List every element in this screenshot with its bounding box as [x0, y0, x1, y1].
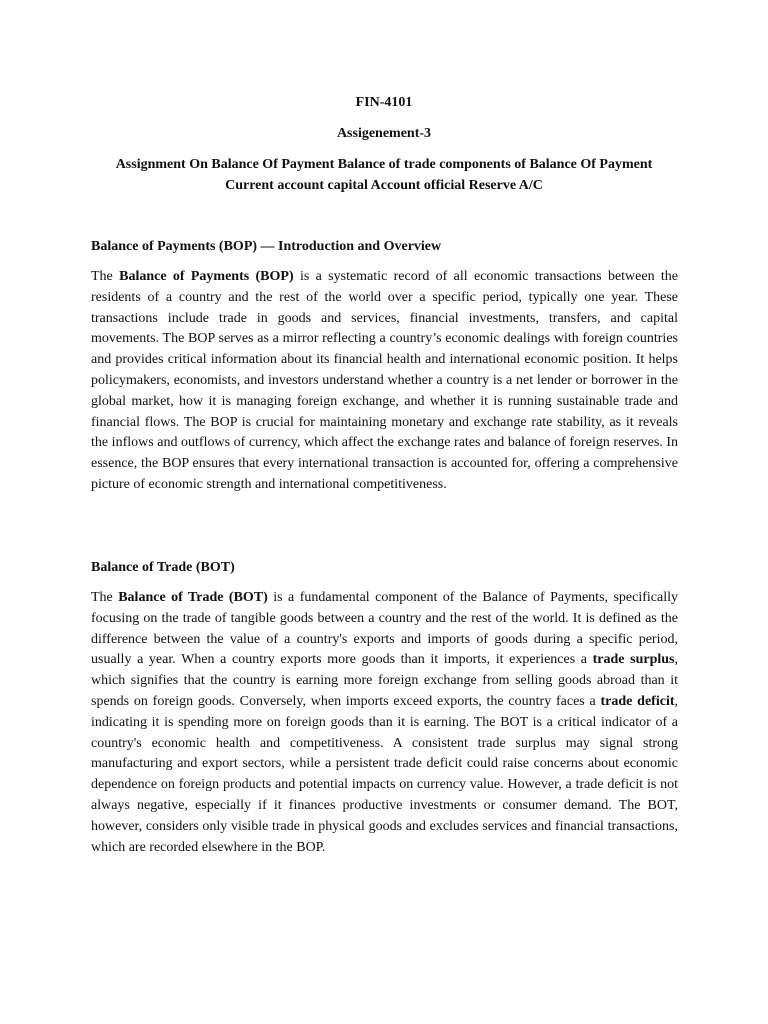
trade-surplus-term: trade surplus [592, 652, 675, 668]
bot-paragraph [91, 588, 678, 858]
bot-paragraph-part-1: is a fundamental component of the Balance of Payments, specifically focusing on the trade of tangible goods between a country and the rest of the world. It is defined as the difference between the value of a country's exports and imports of goods during a specific period, usually a year. When a country exports more goods than it imports, it experiences a [91, 590, 678, 668]
trade-deficit-term: trade deficit [600, 693, 675, 709]
course-code: FIN-4101 [355, 95, 413, 110]
bot-heading: Balance of Trade (BOT) [91, 560, 235, 575]
bop-paragraph [91, 267, 678, 496]
bop-heading: Balance of Payments (BOP) — Introduction and Overview [91, 239, 442, 254]
assignment-title-line-2: Current account capital Account official Reserve A/C [225, 178, 543, 193]
bop-paragraph-lead: The [91, 269, 120, 284]
bop-term: Balance of Payments (BOP) [119, 269, 294, 284]
bop-paragraph-body: is a systematic record of all economic transactions between the residents of a country and the rest of the world over a specific period, typically one year. These transactions include trade in goods and services, financial investments, transfers, and capital movements. The BOP serves as a mirror reflecting a country’s economic dealings with foreign countries and provides critical information about its financial health and international economic position. It helps policymakers, economists, and investors understand whether a country is a net lender or borrower in the global market, how it is managing foreign exchange, and whether it is running sustainable trade and financial flows. The BOP is crucial for maintaining monetary and exchange rate stability, as it reveals the inflows and outflows of currency, which affect the exchange rates and balance of foreign reserves. In essence, the BOP ensures that every international transaction is accounted for, offering a comprehensive picture of economic strength and international competitiveness. [91, 269, 679, 492]
bot-paragraph-lead: The [91, 590, 119, 605]
bot-paragraph-part-2: , which signifies that the country is earning more foreign exchange from selling goods abroad than it spends on foreign goods. Conversely, when imports exceed exports, the country faces a [91, 652, 678, 709]
assignment-title-line-1: Assignment On Balance Of Payment Balance of trade components of Balance Of Payment [115, 157, 653, 172]
assignment-number: Assigenement-3 [336, 126, 432, 141]
bot-paragraph-part-3: , indicating it is spending more on foreign goods than it is earning. The BOT is a critical indicator of a country's economic health and competitiveness. A consistent trade surplus may signal strong manufacturing and export sectors, while a persistent trade deficit could raise concerns about economic dependence on foreign products and potential impacts on currency value. However, a trade deficit is not always negative, especially if it finances productive investments or consumer demand. The BOT, however, considers only visible trade in physical goods and excludes services and financial transactions, which are recorded elsewhere in the BOP. [91, 693, 678, 855]
bot-term: Balance of Trade (BOT) [118, 590, 268, 605]
assignment-title [60, 154, 708, 196]
